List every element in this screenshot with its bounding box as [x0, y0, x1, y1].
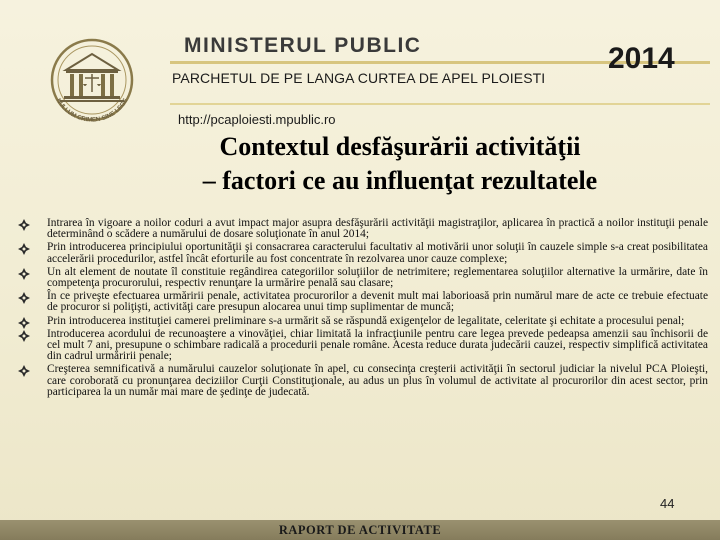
diamond-bullet-icon [18, 317, 30, 329]
slide-title-line2: – factori ce au influenţat rezultatele [202, 166, 598, 195]
list-item-text: Introducerea acordului de recunoaştere a vinovăţiei, chiar limitată la infracţiunile pentru care legea prevede pedeapsa amenzii sau închisorii de cel mult 7 ani, presupune o schimbare radicală a procedurii penale române. Acesta reduce durata judecării cauzei, respectiv simplifică activitatea din cadrul urmăririi penale; [47, 327, 708, 363]
ministry-title: MINISTERUL PUBLIC [184, 34, 422, 57]
logo-motto: NULLUM CRIMEN SINE LEGE [54, 97, 130, 122]
list-item [18, 291, 708, 313]
website-url[interactable]: http://pcaploiesti.mpublic.ro [178, 112, 336, 127]
list-item [18, 267, 708, 289]
list-item-text: Un alt element de noutate îl constituie regândirea categoriilor soluţiilor de netrimitere; reglementarea soluţiilor alternative la urmărire, date în competenţa procurorului, respectiv renunţare la urmărire penală sau clasare; [47, 265, 708, 290]
footer-title: RAPORT DE ACTIVITATE [278, 523, 442, 537]
header-divider-2 [170, 103, 710, 105]
diamond-bullet-icon [18, 330, 30, 342]
parchet-name: PARCHETUL DE PE LANGA CURTEA DE APEL PLOIESTI [172, 70, 546, 86]
bullet-list [18, 218, 708, 400]
list-item [18, 329, 708, 363]
list-item [18, 364, 708, 398]
slide-title [150, 130, 650, 198]
list-item-text: Creşterea semnificativă a numărului cauzelor soluţionate în apel, cu consecinţa creşterii activităţii în sectorul judiciar la nivelul PCA Ploieşti, care coroborată cu pronunţarea deciziilor Curţii Constituţionale, au adus un plus în volumul de activitate al procurorilor din acest sector, prin participarea la un număr mai mare de şedinţe de judecată. [47, 363, 708, 398]
diamond-bullet-icon [18, 365, 30, 377]
diamond-bullet-icon [18, 219, 30, 231]
diamond-bullet-icon [18, 243, 30, 255]
list-item [18, 218, 708, 240]
list-item [18, 242, 708, 264]
report-year: 2014 [608, 42, 675, 75]
list-item-text: Prin introducerea principiului oportunităţii şi consacrarea caracterului facultativ al motivării unor soluţii în cauzele simple s-a creat posibilitatea accelerării procedurilor, astfel încât eforturile au fost concentrate în rezolvarea unor cauze complexe; [47, 241, 708, 265]
page-number: 44 [660, 496, 675, 511]
list-item-text: În ce priveşte efectuarea urmăririi penale, activitatea procurorilor a devenit mult mai laborioasă prin numărul mare de acte ce trebuie efectuate de procuror si poliţişti, activităţi care presupun alocarea unui timp suplimentar de muncă; [47, 290, 708, 314]
header [0, 0, 720, 127]
courthouse-seal-icon [22, 36, 158, 122]
diamond-bullet-icon [18, 268, 30, 280]
slide-title-line1: Contextul desfăşurării activităţii [219, 132, 581, 161]
list-item [18, 316, 708, 327]
list-item-text: Prin introducerea instituţiei camerei preliminare s-a urmărit să se răspundă exigenţelor de legalitate, celeritate şi echitate a procesului penal; [47, 314, 685, 327]
diamond-bullet-icon [18, 292, 30, 304]
list-item-text: Intrarea în vigoare a noilor coduri a avut impact major asupra desfăşurării activităţii magistraţilor, aplicarea în practică a noilor instituţii penale determinând o scădere a numărului de dosare soluţionate în anul 2014; [47, 217, 708, 241]
